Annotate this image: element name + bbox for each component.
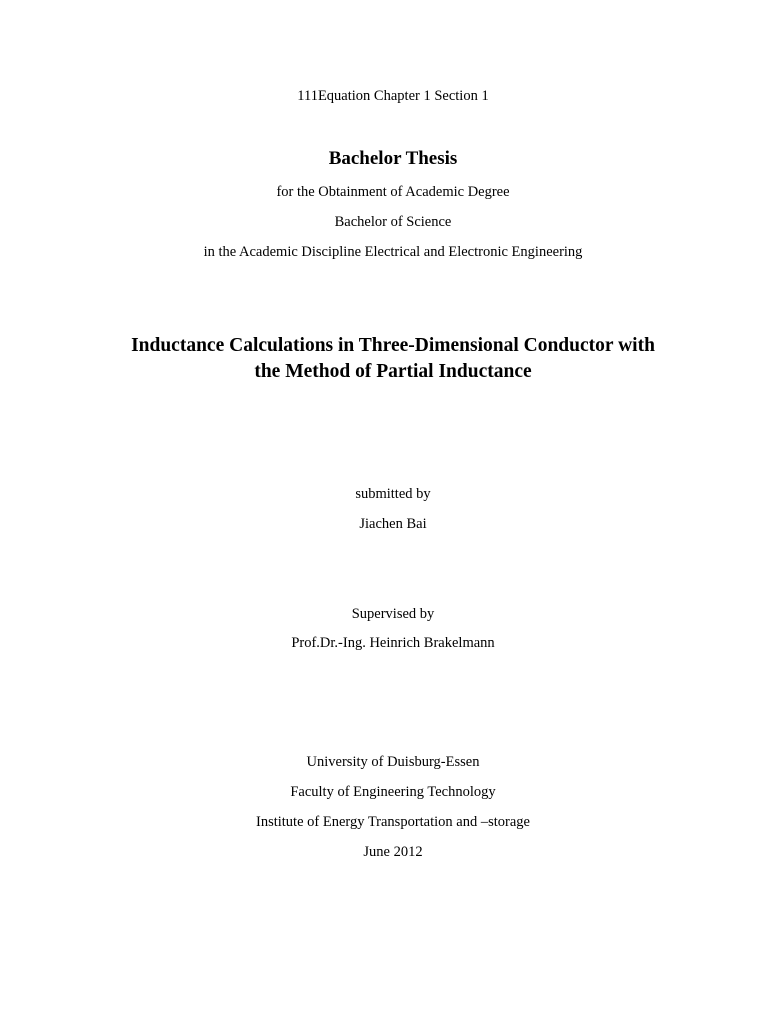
thesis-title xyxy=(90,333,696,385)
supervisor-name: Prof.Dr.-Ing. Heinrich Brakelmann xyxy=(291,635,495,651)
thesis-title-line-1: Inductance Calculations in Three-Dimensional Conductor with xyxy=(131,335,655,356)
submission-date: June 2012 xyxy=(363,844,423,860)
thesis-title-line-2: the Method of Partial Inductance xyxy=(254,361,532,382)
degree-discipline: in the Academic Discipline Electrical and Electronic Engineering xyxy=(203,244,583,260)
university-name: University of Duisburg-Essen xyxy=(306,754,480,770)
faculty-name: Faculty of Engineering Technology xyxy=(290,784,496,800)
equation-field-code: 111Equation Chapter 1 Section 1 xyxy=(297,88,489,104)
degree-purpose: for the Obtainment of Academic Degree xyxy=(276,184,510,200)
degree-name: Bachelor of Science xyxy=(334,214,452,230)
institute-name: Institute of Energy Transportation and –storage xyxy=(256,814,530,830)
supervised-by-label: Supervised by xyxy=(351,606,435,622)
document-type-heading: Bachelor Thesis xyxy=(328,148,458,169)
submitted-by-label: submitted by xyxy=(355,486,431,502)
author-name: Jiachen Bai xyxy=(359,516,427,532)
